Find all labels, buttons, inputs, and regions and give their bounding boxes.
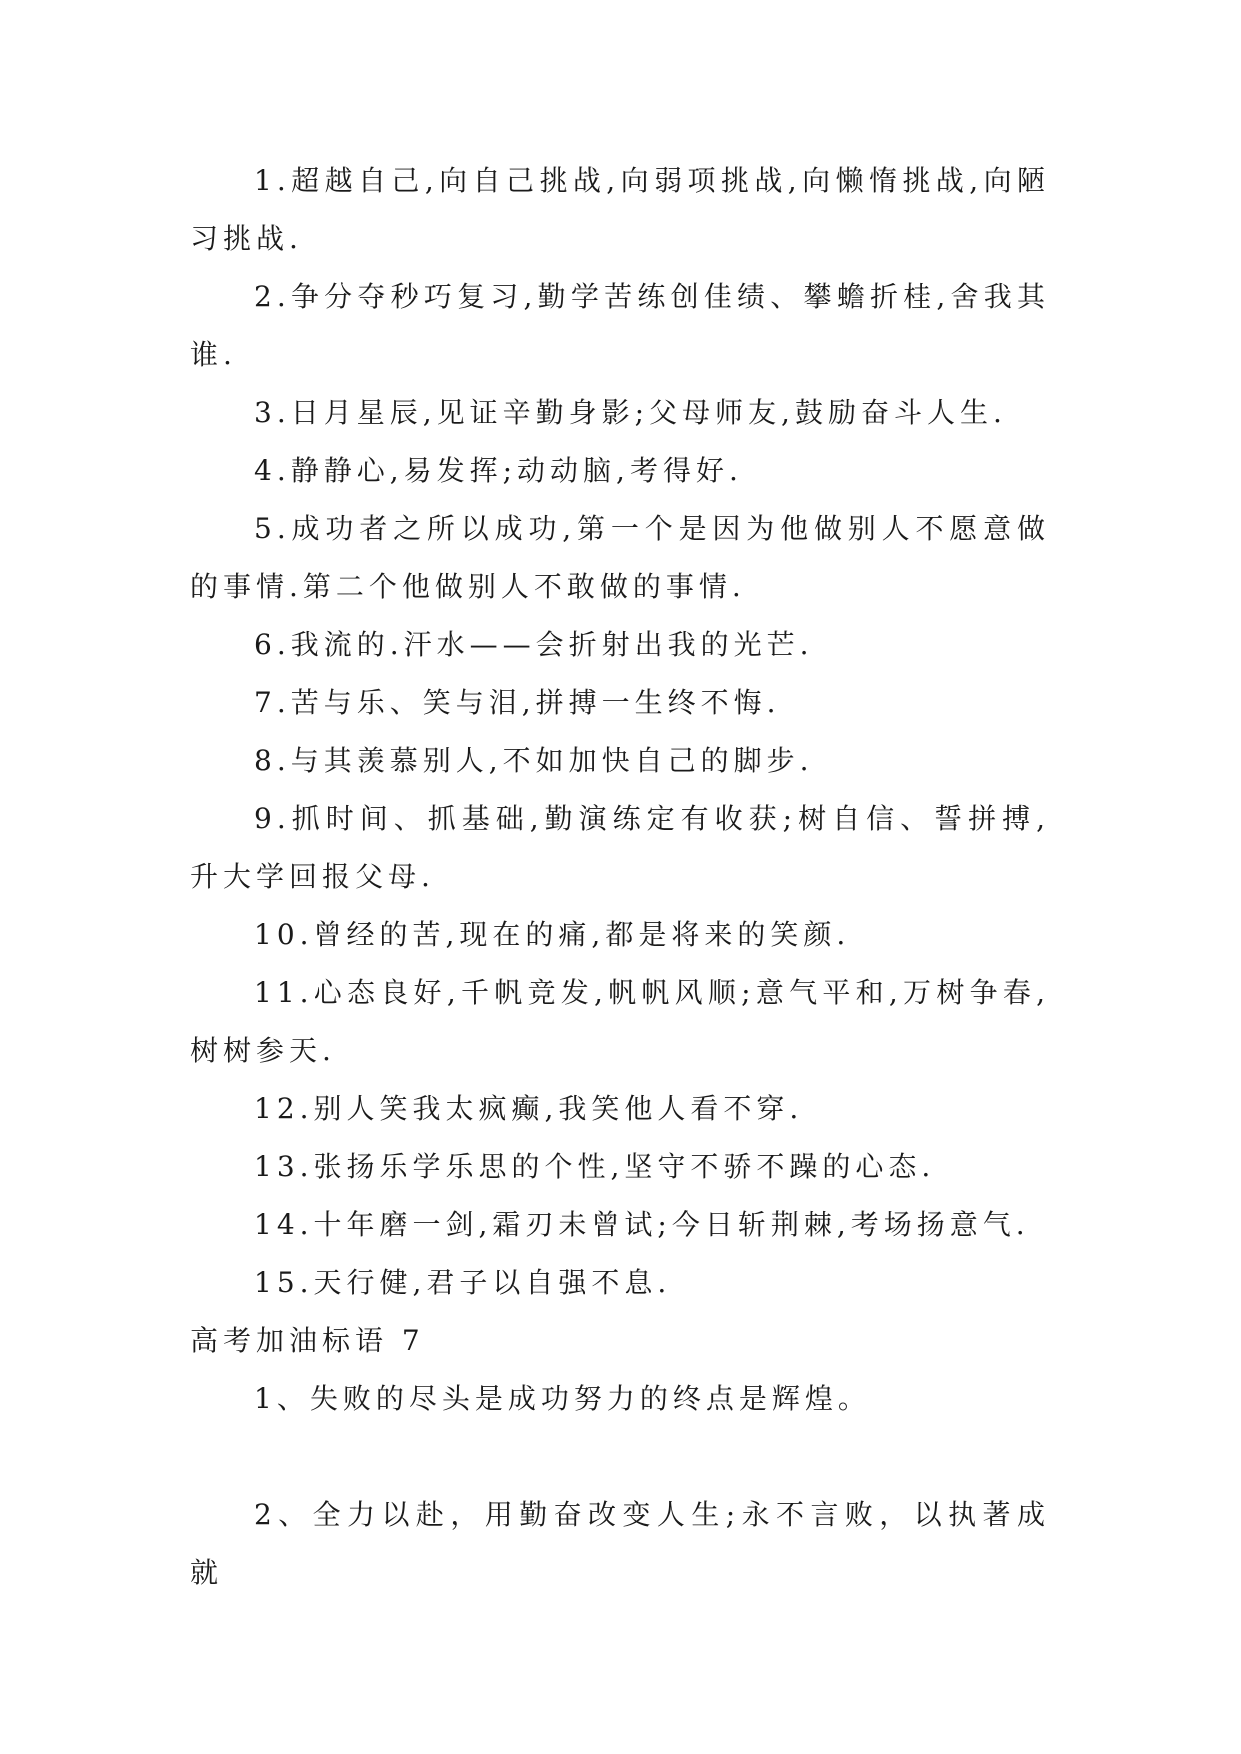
slogan-item-6: 6.我流的.汗水——会折射出我的光芒. bbox=[254, 628, 814, 661]
paragraph-gap bbox=[190, 1428, 1050, 1486]
slogan-item-9: 9.抓时间、抓基础,勤演练定有收获;树自信、誓拼搏,升大学回报父母. bbox=[190, 802, 1050, 893]
section-item-1: 1、失败的尽头是成功努力的终点是辉煌。 bbox=[254, 1382, 871, 1415]
section-heading: 高考加油标语 7 bbox=[190, 1324, 425, 1357]
slogan-item-3: 3.日月星辰,见证辛勤身影;父母师友,鼓励奋斗人生. bbox=[254, 396, 1007, 429]
slogan-item-10: 10.曾经的苦,现在的痛,都是将来的笑颜. bbox=[254, 918, 851, 951]
slogan-item-4: 4.静静心,易发挥;动动脑,考得好. bbox=[254, 454, 743, 487]
slogan-item-14: 14.十年磨一剑,霜刃未曾试;今日斩荆棘,考场扬意气. bbox=[254, 1208, 1030, 1241]
slogan-item-1: 1.超越自己,向自己挑战,向弱项挑战,向懒惰挑战,向陋习挑战. bbox=[190, 164, 1050, 255]
slogan-item-2: 2.争分夺秒巧复习,勤学苦练创佳绩、攀蟾折桂,舍我其谁. bbox=[190, 280, 1050, 371]
slogan-item-13: 13.张扬乐学乐思的个性,坚守不骄不躁的心态. bbox=[254, 1150, 936, 1183]
document-page bbox=[190, 152, 1050, 1602]
slogan-item-15: 15.天行健,君子以自强不息. bbox=[254, 1266, 672, 1299]
slogan-item-11: 11.心态良好,千帆竞发,帆帆风顺;意气平和,万树争春,树树参天. bbox=[190, 976, 1050, 1067]
slogan-item-5: 5.成功者之所以成功,第一个是因为他做别人不愿意做的事情.第二个他做别人不敢做的事情. bbox=[190, 512, 1050, 603]
section-item-2: 2、全力以赴，用勤奋改变人生;永不言败，以执著成就 bbox=[190, 1498, 1050, 1589]
slogan-item-7: 7.苦与乐、笑与泪,拼搏一生终不悔. bbox=[254, 686, 781, 719]
slogan-item-8: 8.与其羡慕别人,不如加快自己的脚步. bbox=[254, 744, 814, 777]
slogan-item-12: 12.别人笑我太疯癫,我笑他人看不穿. bbox=[254, 1092, 804, 1125]
